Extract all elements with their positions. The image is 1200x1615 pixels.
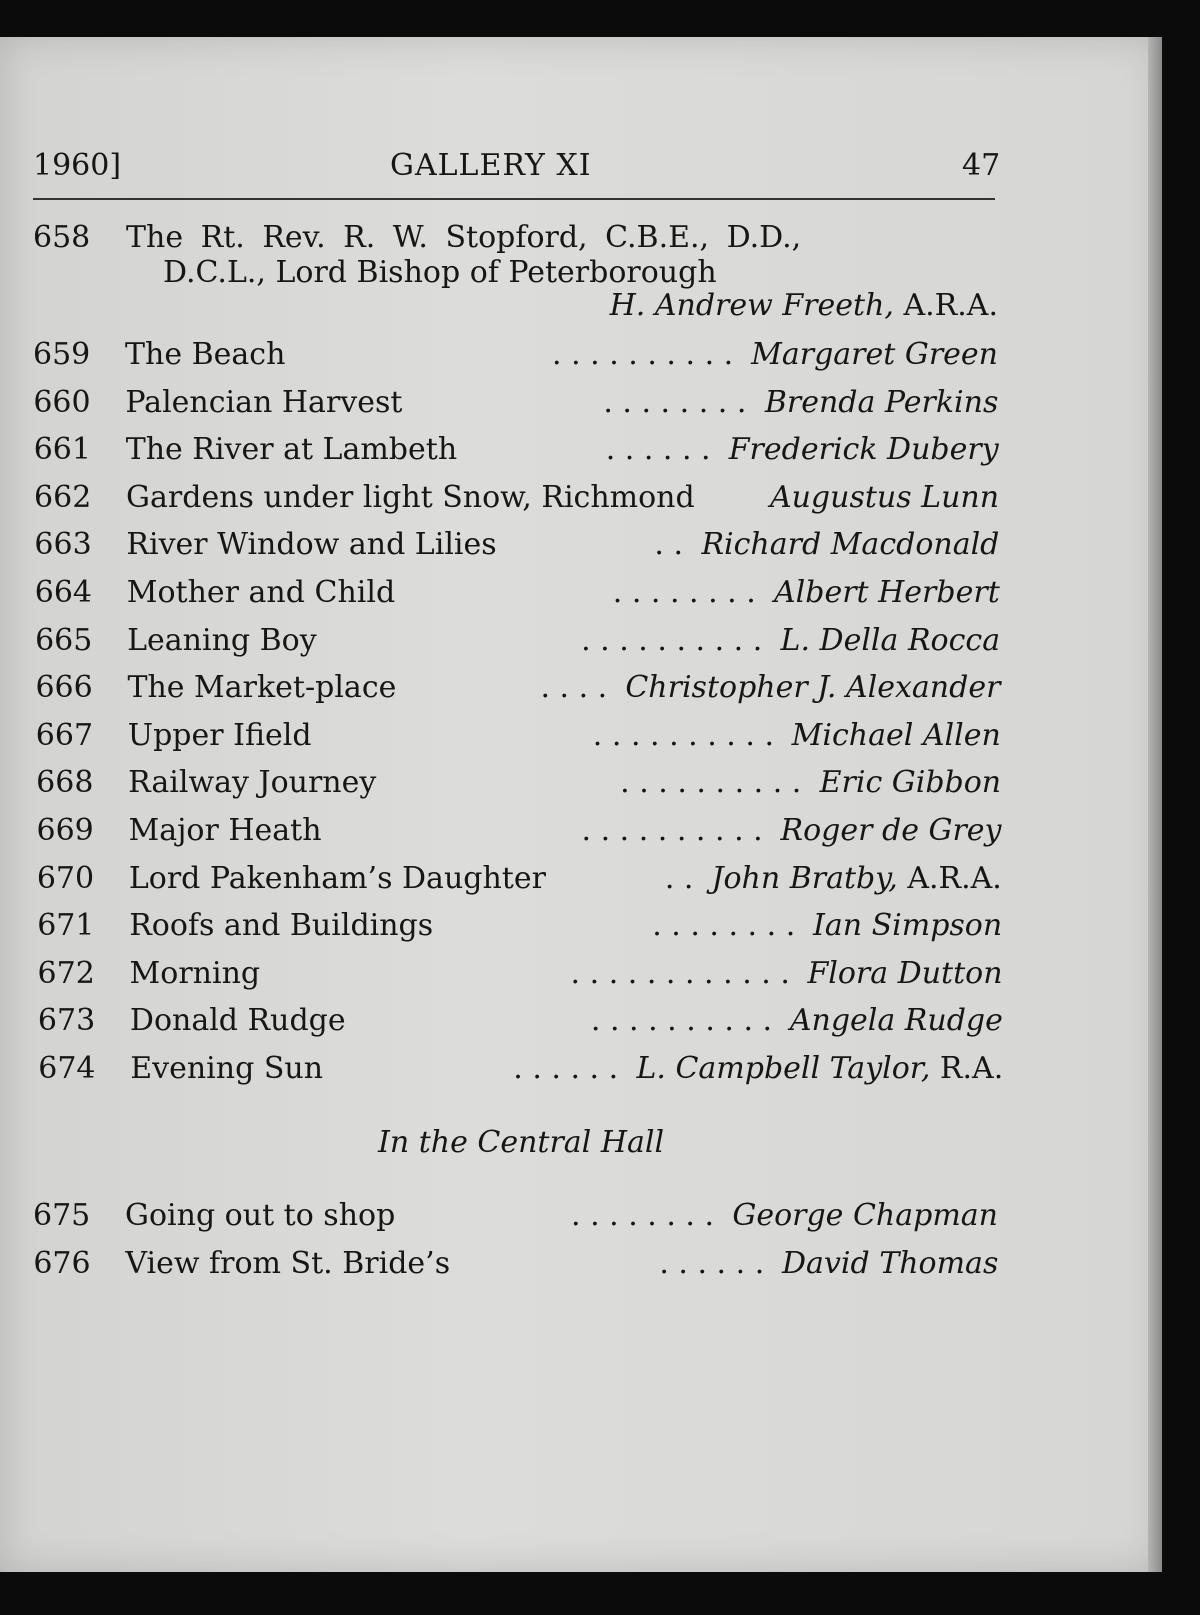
leader-dots: . . . . . . . . xyxy=(652,908,796,944)
list-item xyxy=(34,480,999,520)
entry-artist xyxy=(625,670,1000,705)
header-year: 1960] xyxy=(33,148,122,183)
entry-artist xyxy=(732,1198,998,1233)
entry-artist-name: Christopher J. Alexander xyxy=(625,670,1001,706)
entry-title: River Window and Lilies xyxy=(126,527,497,563)
leader-dots: . . . . . . . . . . xyxy=(552,337,734,372)
entry-artist-name: Albert Herbert xyxy=(773,575,1000,610)
page-edge xyxy=(1148,37,1162,1572)
leader-dots: . . . . . . . . . . xyxy=(581,813,763,848)
entry-artist xyxy=(701,527,999,562)
entry-artist xyxy=(751,337,998,372)
entry-title: Leaning Boy xyxy=(127,622,317,658)
entry-number: 658 xyxy=(33,220,91,255)
entry-number: 663 xyxy=(34,527,92,563)
entry-artist-name: L. Campbell Taylor, xyxy=(636,1051,931,1086)
entry-artist-name: Flora Dutton xyxy=(807,955,1003,991)
leader-dots: . . . . . . . . . . xyxy=(581,622,763,658)
entry-number: 668 xyxy=(36,765,94,801)
list-item xyxy=(34,432,999,472)
list-item xyxy=(34,527,999,567)
list-item xyxy=(35,670,1000,710)
entry-artist xyxy=(792,718,1001,753)
leader-dots: . . . . . . . . xyxy=(603,384,747,420)
entry-number: 673 xyxy=(37,1003,96,1039)
entry-number: 659 xyxy=(33,337,91,372)
entry-title: Going out to shop xyxy=(125,1198,396,1233)
entry-number: 664 xyxy=(34,575,93,610)
entry-number: 667 xyxy=(35,717,94,753)
leader-dots: . . xyxy=(664,860,694,896)
entry-number: 675 xyxy=(33,1198,91,1233)
list-item xyxy=(37,861,1002,901)
entry-number: 670 xyxy=(36,860,95,896)
list-item xyxy=(36,765,1001,805)
list-item xyxy=(37,813,1002,853)
entry-artist-name: Roger de Grey xyxy=(780,813,1002,848)
section-heading: In the Central Hall xyxy=(378,1125,665,1160)
entry-title: Evening Sun xyxy=(130,1051,324,1086)
entry-title: Lord Pakenham’s Daughter xyxy=(128,860,546,896)
entry-artist-suffix: R.A. xyxy=(939,1051,1004,1086)
entry-number: 661 xyxy=(33,432,91,468)
list-item xyxy=(33,385,998,425)
leader-dots: . . . . . . . . xyxy=(612,575,756,610)
list-item xyxy=(38,1051,1003,1091)
entry-artist-name: Brenda Perkins xyxy=(764,384,999,420)
entry-title-line2: D.C.L., Lord Bishop of Peterborough xyxy=(163,255,717,290)
leader-dots: . . . . . . . . xyxy=(571,1198,715,1233)
entry-number: 671 xyxy=(37,908,95,944)
header-page-number: 47 xyxy=(962,148,1001,183)
entry-artist-name: Margaret Green xyxy=(751,337,998,372)
entry-number: 676 xyxy=(33,1245,91,1281)
entry-artist-name: L. Della Rocca xyxy=(780,622,1001,658)
leader-dots: . . . . . . xyxy=(659,1245,765,1281)
list-item xyxy=(38,956,1003,996)
entry-artist-name: John Bratby, xyxy=(711,860,898,896)
entry-title: Railway Journey xyxy=(128,765,377,801)
entry-artist xyxy=(790,1003,1003,1038)
entry-artist xyxy=(781,623,1001,658)
entry-title: View from St. Bride’s xyxy=(125,1245,451,1281)
entry-number: 665 xyxy=(35,622,93,658)
entry-title: Donald Rudge xyxy=(129,1003,346,1039)
entry-title: Palencian Harvest xyxy=(125,384,403,420)
entry-title: Upper Ifield xyxy=(127,717,312,753)
leader-dots: . . . . . . . . . . . . xyxy=(570,955,790,991)
entry-artist-name: Richard Macdonald xyxy=(701,527,1000,563)
entry-artist-suffix: A.R.A. xyxy=(903,288,998,323)
list-item xyxy=(33,1246,998,1286)
list-item xyxy=(38,1003,1003,1043)
entry-number: 674 xyxy=(38,1051,96,1086)
entry-artist-name: Angela Rudge xyxy=(789,1003,1003,1039)
entry-number: 660 xyxy=(33,384,91,420)
entry-artist-name: David Thomas xyxy=(782,1245,999,1281)
entry-artist xyxy=(770,480,999,515)
entry-artist-name: Augustus Lunn xyxy=(769,479,1000,515)
entry-artist-suffix: A.R.A. xyxy=(907,860,1002,896)
leader-dots: . . xyxy=(654,527,683,563)
header-gallery-title: GALLERY XI xyxy=(390,148,592,183)
entry-artist-name: Eric Gibbon xyxy=(819,765,1002,801)
entry-title: Morning xyxy=(129,955,261,991)
leader-dots: . . . . . . . . . . xyxy=(592,717,774,753)
header-rule xyxy=(33,198,995,200)
entry-number: 666 xyxy=(35,670,93,706)
entry-title-line1: The Rt. Rev. R. W. Stopford, C.B.E., D.D., xyxy=(126,220,802,255)
list-item xyxy=(35,623,1000,663)
entry-title: The Market-place xyxy=(127,670,397,706)
list-item xyxy=(35,575,1000,615)
entry-title: Mother and Child xyxy=(126,575,396,610)
entry-artist xyxy=(765,385,999,420)
entry-artist-name: Ian Simpson xyxy=(813,908,1003,944)
entry-artist-name: H. Andrew Freeth, xyxy=(609,288,894,323)
entry-title: Gardens under light Snow, Richmond xyxy=(126,479,695,515)
entry-artist xyxy=(807,956,1002,991)
leader-dots: . . . . . . . . . . xyxy=(590,1003,773,1039)
entry-artist xyxy=(774,575,1000,610)
leader-dots: . . . . . . . . . . xyxy=(620,765,802,801)
entry-title: Roofs and Buildings xyxy=(129,908,434,944)
leader-dots: . . . . xyxy=(540,670,608,706)
list-item xyxy=(33,1198,998,1238)
entry-artist xyxy=(729,432,999,467)
list-item xyxy=(33,337,998,377)
entry-artist xyxy=(782,1246,998,1281)
leader-dots: . . . . . . xyxy=(513,1051,619,1086)
entry-artist xyxy=(636,1051,1003,1086)
entry-artist xyxy=(781,813,1002,848)
leader-dots: . . . . . . xyxy=(605,432,711,468)
entry-number: 662 xyxy=(34,479,92,515)
list-item xyxy=(37,908,1002,948)
entry-artist-name: George Chapman xyxy=(732,1198,998,1233)
entry-artist-name: Frederick Dubery xyxy=(728,432,999,468)
entry-artist-name: Michael Allen xyxy=(791,717,1001,753)
entry-title: The River at Lambeth xyxy=(125,432,458,468)
entry-title: The Beach xyxy=(125,337,286,372)
entry-artist xyxy=(813,908,1002,943)
entry-number: 672 xyxy=(37,955,95,991)
entry-title: Major Heath xyxy=(128,813,322,848)
list-item xyxy=(36,718,1001,758)
entry-artist xyxy=(820,765,1002,800)
entry-artist xyxy=(711,861,1001,896)
entry-number: 669 xyxy=(36,813,94,848)
entry-artist xyxy=(610,288,998,323)
